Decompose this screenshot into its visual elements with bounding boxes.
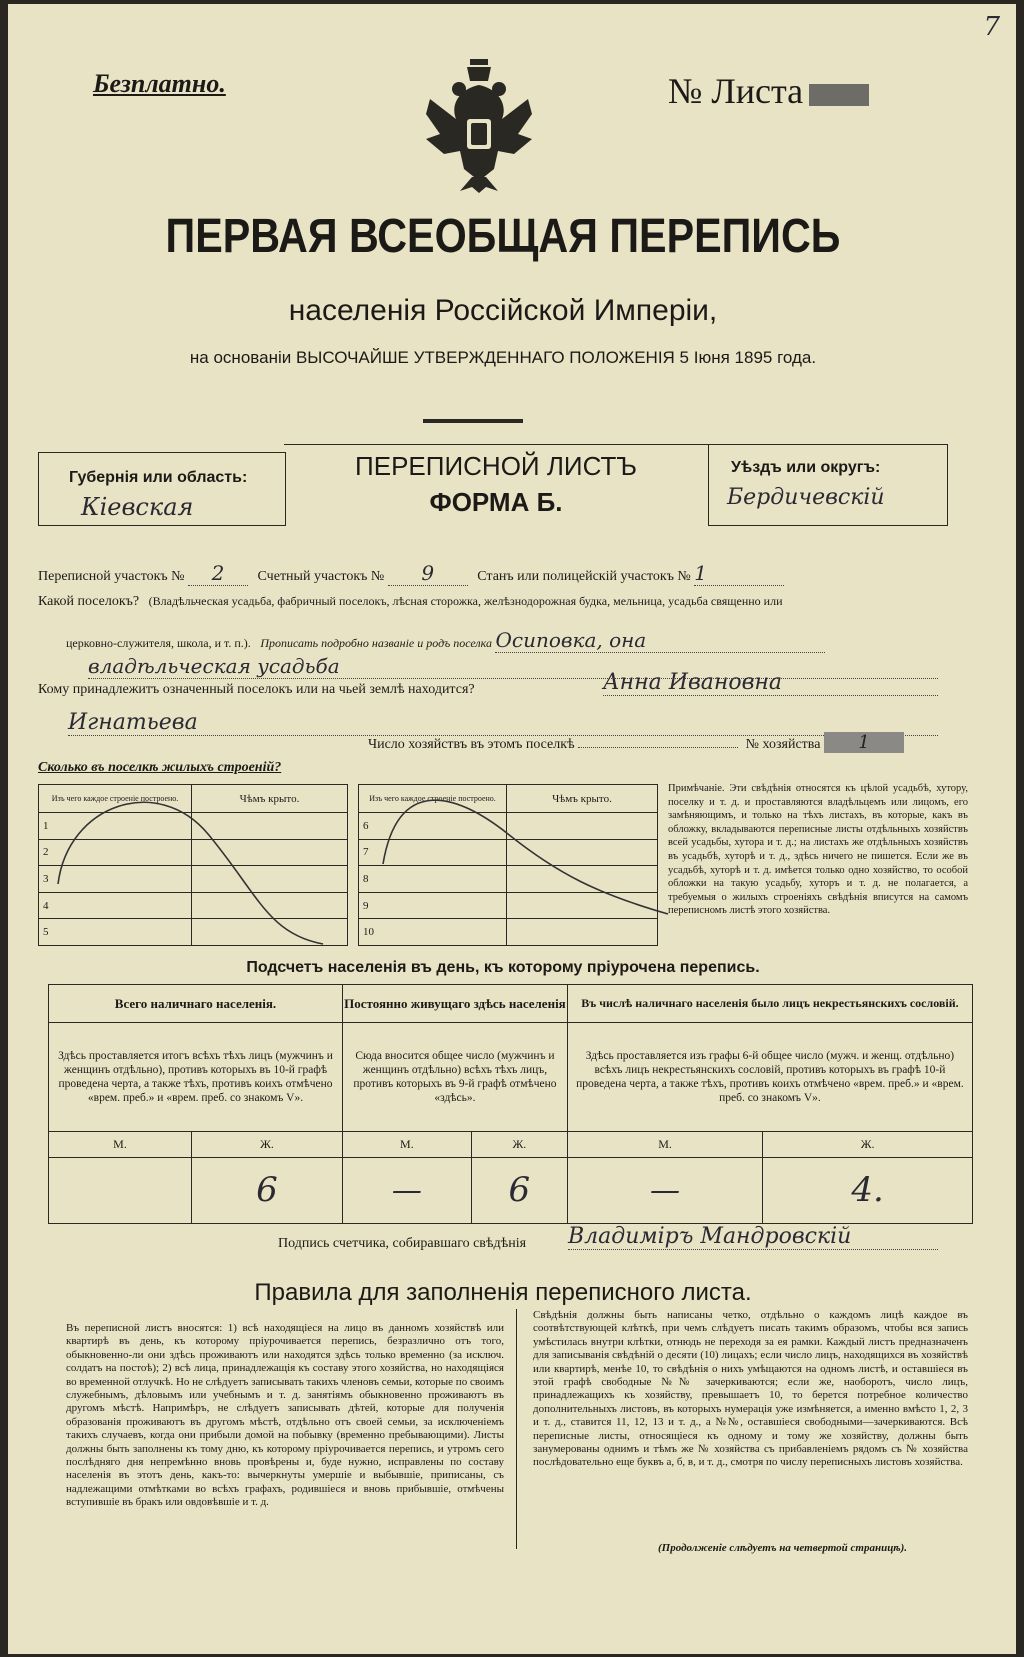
nonpeasant-male-header: М. — [567, 1131, 762, 1157]
households-value[interactable] — [578, 747, 738, 748]
permanent-male-value[interactable]: — — [343, 1157, 472, 1223]
present-population-title: Всего наличнаго населенія. — [49, 985, 343, 1023]
present-male-header: М. — [49, 1131, 192, 1157]
settlement-value-2[interactable]: владѣльческая усадьба — [88, 654, 938, 679]
buildings-col-material: Изъ чего каждое строеніе построено. — [359, 785, 507, 813]
present-female-header: Ж. — [192, 1131, 343, 1157]
buildings-remark: Примѣчаніе. Эти свѣдѣнія относятся къ цѣлой усадьбѣ, хутору, поселку и т. д. и проставляются владѣльцемъ или лицомъ, его замѣняющимъ, и только на тѣхъ листахъ, въ которые, какъ въ обложку, вкладываются переписные листы отдѣльныхъ хозяйствъ всей усадьбы, хутора и т. д.; на листахъ же отдѣльныхъ хозяйствъ въ усадьбѣ, хуторѣ и т. д., здѣсь ничего не пишется. Если же въ усадьбѣ, хуторѣ и т. д. имѣется только одно хозяйство, то особой обложки на такую усадьбу, хуторъ и т. д. не полагается, а требуемыя о жилыхъ строеніяхъ свѣдѣнія вписутся на самомъ переписномъ листѣ этого хозяйства. — [668, 783, 968, 917]
count-section-label: Счетный участокъ № — [257, 569, 385, 584]
province-value[interactable]: Кіевская — [81, 493, 194, 521]
buildings-row-number: 6 — [359, 813, 507, 840]
settlement-label: Какой поселокъ? — [38, 594, 140, 609]
census-title: ПЕРВАЯ ВСЕОБЩАЯ ПЕРЕПИСЬ — [165, 210, 841, 263]
province-box — [38, 452, 286, 526]
population-table — [48, 984, 973, 1224]
permanent-population-title: Постоянно живущаго здѣсь населенія — [343, 985, 568, 1023]
household-number-value[interactable]: 1 — [824, 732, 904, 753]
owner-value[interactable]: Анна Ивановна — [603, 670, 938, 696]
buildings-row-number: 7 — [359, 839, 507, 866]
present-female-value[interactable]: 6 — [192, 1157, 343, 1223]
sheet-number-label — [668, 70, 869, 112]
owner-label: Кому принадлежитъ означенный поселокъ или на чьей землѣ находится? — [38, 682, 475, 697]
police-section-value[interactable]: 1 — [694, 561, 784, 586]
police-section-label: Станъ или полицейскій участокъ № — [477, 569, 691, 584]
settlement-row-2 — [66, 628, 978, 653]
title-divider — [423, 419, 523, 423]
right-crossout-stroke — [383, 800, 668, 914]
rules-right-text: Свѣдѣнія должны быть написаны четко, отдѣльно о каждомъ лицѣ каждое въ соотвѣтствующей клѣткѣ, при чемъ слѣдуетъ писать такимъ образомъ, чтобы вся запись умѣстилась внутри клѣтки, отнюдь не переходя за ея рамки. Каждый листъ предназначенъ для записыванія свѣдѣній о десяти (10) лицахъ; если число лицъ, находящихся въ хозяйствѣ или квартирѣ, менѣе 10, то свѣдѣнія о нихъ умѣщаются на одномъ листѣ, и оставшіеся въ этой графѣ свободные №№ зачеркиваются; если же, наоборотъ, число лицъ, принадлежащихъ къ хозяйству, превышаетъ 10, то берется потребное количество дополнительныхъ листовъ, въ которыхъ нумерація уже измѣняется, а именно вмѣсто 1, 2, 3 и т. д., ставится 11, 12, 13 и т. д., а №№, оставшіеся свободными—зачеркиваются. Всѣ переписные листы, относящіеся къ одному и тому же хозяйству, должны быть занумерованы однимъ и тѣмъ же № хозяйства съ прибавленіемъ рядомъ съ № хозяйства послѣдовательно еще буквъ а, б, в, и т. д., смотря по числу переписныхъ листовъ хозяйства. — [533, 1309, 968, 1469]
buildings-col-material: Изъ чего каждое строеніе построено. — [39, 785, 192, 813]
rules-continued: (Продолженіе слѣдуетъ на четвертой страницѣ). — [658, 1542, 908, 1554]
buildings-col-roof: Чѣмъ крыто. — [192, 785, 348, 813]
page-number: 7 — [983, 12, 1000, 42]
count-section-value[interactable]: 9 — [388, 561, 468, 586]
census-subtitle: населенія Россійской Имперіи, — [288, 294, 718, 327]
buildings-row-number: 5 — [39, 919, 192, 946]
buildings-row-number: 10 — [359, 919, 507, 946]
district-box — [708, 444, 948, 526]
buildings-row-number: 4 — [39, 892, 192, 919]
census-sheet — [8, 4, 1016, 1654]
district-label: Уѣздъ или округъ: — [731, 459, 881, 476]
permanent-male-header: М. — [343, 1131, 472, 1157]
present-population-text: Здѣсь проставляется итогъ всѣхъ тѣхъ лицъ (мужчинъ и женщинъ отдѣльно), противъ которыхъ въ 10-й графѣ проведена черта, а также тѣхъ, противъ коихъ отмѣчено «врем. преб.» и «врем. преб. со знакомъ V». — [49, 1023, 343, 1131]
buildings-crossout-strokes — [38, 784, 678, 949]
signature-value[interactable]: Владиміръ Мандровскій — [568, 1224, 938, 1250]
permanent-population-text: Сюда вносится общее число (мужчинъ и женщинъ отдѣльно) всѣхъ тѣхъ лицъ, противъ которыхъ въ 9-й графѣ отмѣчено «здѣсь». — [343, 1023, 568, 1131]
free-label: Безплатно. — [93, 69, 226, 98]
sheet-form-title: ПЕРЕПИСНОЙ ЛИСТЪ — [355, 451, 637, 481]
rules-divider — [516, 1309, 517, 1549]
signature-label: Подпись счетчика, собиравшаго свѣдѣнія — [278, 1236, 527, 1251]
nonpeasant-female-value[interactable]: 4. — [763, 1157, 973, 1223]
rules-title: Правила для заполненія переписного листа. — [254, 1279, 752, 1306]
household-number-label: № хозяйства — [745, 737, 821, 752]
province-label: Губернія или область: — [69, 469, 248, 486]
settlement-hint-2: церковно-служителя, школа, и т. п.). — [66, 636, 251, 650]
owner-value-2[interactable]: Игнатьева — [68, 710, 938, 736]
settlement-hint: (Владѣльческая усадьба, фабричный поселокъ, лѣсная сторожка, желѣзнодорожная будка, мельница, усадьба священно или — [148, 594, 783, 608]
buildings-row-number: 8 — [359, 866, 507, 893]
imperial-eagle-emblem-icon — [420, 59, 538, 194]
census-section-label: Переписной участокъ № — [38, 569, 185, 584]
nonpeasant-population-text: Здѣсь проставляется изъ графы 6-й общее число (мужч. и женщ. отдѣльно) всѣхъ лицъ некрестьянскихъ сословій, противъ которыхъ въ графѣ 10-й проведена черта, а также тѣхъ, противъ коихъ отмѣчено «врем. преб.» и «врем. преб. со знакомъ V». — [567, 1023, 972, 1131]
district-value[interactable]: Бердичевскій — [727, 485, 885, 510]
rules-left-text: Въ переписной листъ вносятся: 1) всѣ находящіеся на лицо въ данномъ хозяйствѣ или квартирѣ въ день, къ которому пріурочивается перепись, безразлично отъ того, обыкновенно-ли они здѣсь проживаютъ или находятся здѣсь только временно (за исключ. солдатъ на постоѣ); 2) всѣ лица, принадлежащія къ составу этого хозяйства, но находящіяся во временной отлучкѣ. Но не слѣдуетъ записывать такихъ членовъ семьи, которые по своимъ служебнымъ, дѣловымъ или учебнымъ и т. д. занятіямъ обыкновенно проживаютъ въ другомъ мѣстѣ. Напримѣръ, не слѣдуетъ записывать дѣтей, которые для полученія образованія проживаютъ въ другомъ мѣстѣ, отдѣльно отъ своей семьи, за исключеніемъ такихъ случаевъ, когда они прибыли домой на побывку (временно пребывающими). Листы должны быть заполнены къ тому дню, къ которому пріурочивается перепись, и утромъ сего послѣдняго дня непремѣнно вновь провѣрены и, буде нужно, исправлены по составу населенія въ этотъ день, какъ-то: вычеркнуты умершіе и выбывшіе, приписаны, съ надлежащими отмѣтками во всѣхъ графахъ, родившіеся и вновь прибывшіе, отмѣчены вступившіе въ бракъ или овдовѣвшіе и т. д. — [66, 1322, 504, 1509]
sheet-form-box — [284, 444, 708, 525]
sheet-number-text: № Листа — [668, 71, 804, 111]
nonpeasant-male-value[interactable]: — — [567, 1157, 762, 1223]
buildings-row-number: 2 — [39, 839, 192, 866]
settlement-hint-3: Прописать подробно названіе и родъ поселка — [260, 636, 492, 650]
buildings-row-number: 3 — [39, 866, 192, 893]
buildings-row-number: 9 — [359, 892, 507, 919]
present-male-value[interactable] — [49, 1157, 192, 1223]
sheet-form-code: ФОРМА Б. — [429, 487, 563, 517]
sections-row — [38, 561, 978, 586]
settlement-value[interactable]: Осиповка, она — [495, 628, 825, 653]
left-crossout-stroke — [58, 802, 323, 944]
permanent-female-header: Ж. — [471, 1131, 567, 1157]
households-row — [368, 732, 948, 753]
settlement-row — [38, 594, 978, 610]
population-heading: Подсчетъ населенія въ день, къ которому пріурочена перепись. — [246, 959, 760, 976]
sheet-number-redaction — [809, 84, 869, 106]
permanent-female-value[interactable]: 6 — [471, 1157, 567, 1223]
buildings-col-roof: Чѣмъ крыто. — [507, 785, 658, 813]
households-label: Число хозяйствъ въ этомъ поселкѣ — [368, 737, 575, 752]
buildings-label: Сколько въ поселкѣ жилыхъ строеній? — [38, 760, 282, 775]
census-basis: на основаніи ВЫСОЧАЙШЕ УТВЕРЖДЕННАГО ПОЛОЖЕНІЯ 5 Іюня 1895 года. — [189, 348, 817, 367]
nonpeasant-female-header: Ж. — [763, 1131, 973, 1157]
census-section-value[interactable]: 2 — [188, 561, 248, 586]
buildings-row-number: 1 — [39, 813, 192, 840]
nonpeasant-population-title: Въ числѣ наличнаго населенія было лицъ некрестьянскихъ сословій. — [567, 985, 972, 1023]
